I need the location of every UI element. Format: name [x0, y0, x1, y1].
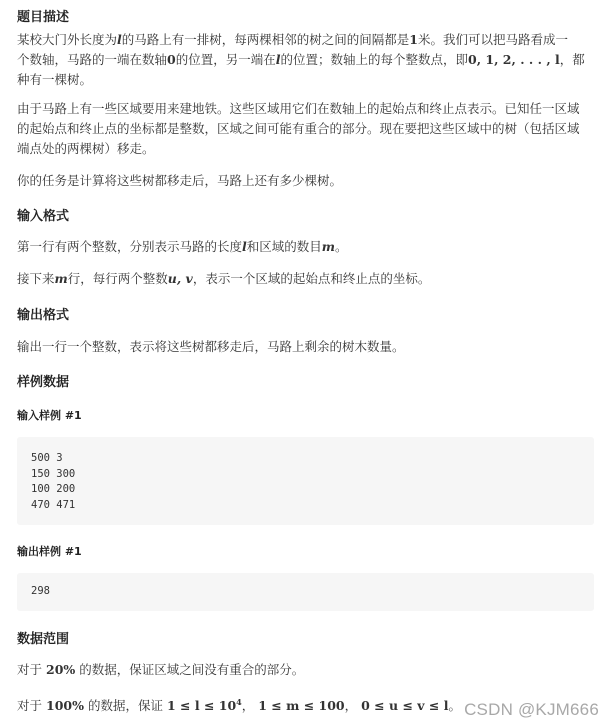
code-line: 470 471 [31, 498, 76, 511]
sample-input-label: 输入样例 #1 [17, 409, 82, 422]
output-format-text: 输出一行一个整数，表示将这些树都移走后，马路上剩余的树木数量。 [17, 339, 405, 354]
code-line: 150 300 [31, 467, 76, 480]
description-paragraph-1: 某校大门外长度为l的马路上有一排树，每两棵相邻的树之间的间隔都是1米。我们可以把马路看成一 个数轴，马路的一端在数轴0的位置，另一端在l的位置；数轴上的每个整数点，即0, 1, 2, . . . , l，都 种有一棵树。 [17, 32, 585, 87]
code-line: 100 200 [31, 483, 76, 495]
sample-output-label: 输出样例 #1 [17, 545, 82, 558]
csdn-watermark: CSDN @KJM666 [464, 700, 599, 719]
code-line: 298 [31, 585, 50, 597]
description-paragraph-2: 由于马路上有一些区域要用来建地铁。这些区域用它们在数轴上的起始点和终止点表示。已知任一区域 的起始点和终止点的坐标都是整数，区域之间可能有重合的部分。现在要把这些区域中的树（包括区域 端点处的两棵树）移走。 [17, 101, 580, 156]
section-title-samples: 样例数据 [17, 375, 70, 390]
code-line: 500 3 [31, 452, 63, 464]
data-range-line-1: 对于 20% 的数据，保证区域之间没有重合的部分。 [17, 662, 305, 677]
input-format-line-2: 接下来m行，每行两个整数u, v，表示一个区域的起始点和终止点的坐标。 [17, 271, 431, 286]
section-title-data-range: 数据范围 [17, 632, 70, 647]
input-format-line-1: 第一行有两个整数，分别表示马路的长度l和区域的数目m。 [17, 239, 348, 254]
description-paragraph-3: 你的任务是计算将这些树都移走后，马路上还有多少棵树。 [17, 173, 343, 188]
section-title-description: 题目描述 [17, 10, 70, 25]
sample-output-block[interactable] [17, 573, 594, 611]
data-range-line-2: 对于 100% 的数据，保证 $1 \le l \le 10^4$， 1 ≤ m ≤ 100， 0 ≤ u ≤ v ≤ l。 [17, 697, 461, 714]
section-title-input-format: 输入格式 [17, 209, 70, 224]
section-title-output-format: 输出格式 [17, 308, 70, 323]
sample-input-block[interactable] [17, 437, 594, 525]
